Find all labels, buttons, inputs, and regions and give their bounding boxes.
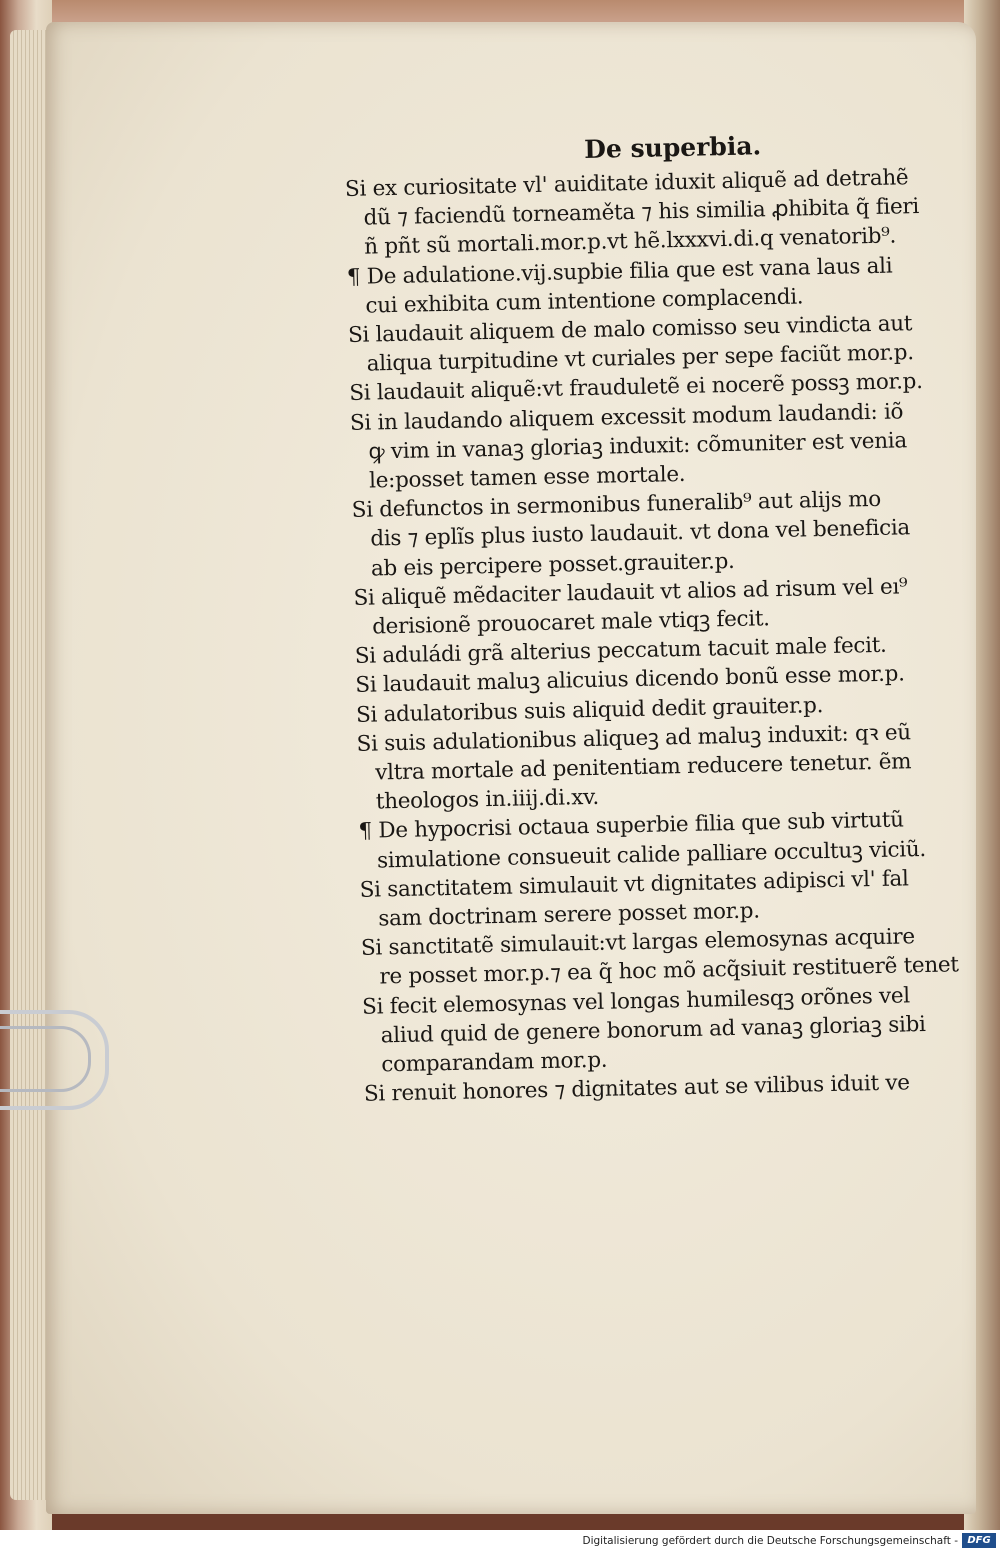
text-line: theologos in.iiij.di.xv. (375, 785, 600, 815)
text-line: Si aduládi grã alterius peccatum tacuit male fecit. (354, 633, 887, 670)
text-line: ꝙ vim in vanaꝫ gloriaꝫ induxit: cõmuniter est venia (368, 428, 908, 465)
footer-bar (0, 1530, 1000, 1552)
text-line: aliqua turpitudine vt curiales per sepe faciũt mor.p. (366, 340, 915, 377)
text-line: le:posset tamen esse mortale. (368, 461, 686, 494)
book-page (46, 22, 976, 1514)
text-line: Si laudauit aliquẽ:vt frauduletẽ ei nocerẽ possꝫ mor.p. (349, 369, 923, 407)
text-line: ab eis percipere posset.grauiter.p. (370, 548, 735, 582)
text-line: re posset mor.p.⁊ ea q̃ hoc mõ acq̃siuit restituerẽ tenet (379, 952, 959, 990)
text-line: Si adulatoribus suis aliquid dedit grauiter.p. (355, 692, 824, 728)
text-line: Si ex curiositate vl' auiditate iduxit aliquẽ ad detrahẽ (344, 165, 909, 202)
dfg-logo: DFG (962, 1533, 996, 1548)
text-line: dũ ⁊ faciendũ torneaměta ⁊ his similia ꝓhibita q̃ fieri (363, 194, 920, 231)
text-line: Si laudauit maluꝫ alicuius dicendo bonũ esse mor.p. (355, 661, 905, 699)
text-line: ñ pñt sũ mortali.mor.p.vt hẽ.lxxxvi.di.q venatorib⁹. (363, 223, 897, 261)
paper-clip-inner-loop (0, 1026, 91, 1092)
text-line: dis ⁊ eplĩs plus iusto laudauit. vt dona vel beneficia (370, 515, 911, 552)
text-line: ¶ De hypocrisi octaua superbie filia que sub virtutũ (358, 807, 904, 845)
text-lines (345, 161, 1000, 1109)
text-line: Si in laudando aliquem excessit modum laudandi: iõ (349, 398, 904, 436)
page-heading: De superbia. (583, 131, 762, 164)
text-line: sam doctrinam serere posset mor.p. (378, 898, 761, 932)
text-line: Si sanctitatem simulauit vt dignitates adipisci vl' fal (359, 866, 909, 903)
text-line: cui exhibita cum intentione complacendi. (365, 284, 804, 319)
text-line: simulatione consueuit calide palliare occultuꝫ viciũ. (376, 836, 927, 874)
text-line: aliud quid de genere bonorum ad vanaꝫ gloriaꝫ sibi (380, 1011, 926, 1049)
text-line: Si fecit elemosynas vel longas humilesqꝫ orõnes vel (361, 983, 911, 1020)
text-line: vltra mortale ad penitentiam reducere tenetur. ẽm (375, 749, 912, 786)
text-line: Si renuit honores ⁊ dignitates aut se vilibus iduit ve (363, 1070, 910, 1108)
text-line: comparandam mor.p. (381, 1047, 608, 1078)
funding-credit: Digitalisierung gefördert durch die Deutsche Forschungsgemeinschaft - (582, 1535, 958, 1547)
text-line: ¶ De adulatione.vij.supbie filia que est vana laus ali (346, 253, 893, 290)
text-block (344, 126, 1000, 1109)
text-line: Si defunctos in sermonibus funeralib⁹ aut alijs mo (351, 487, 882, 524)
text-line: derisionẽ prouocaret male vtiqꝫ fecit. (371, 606, 770, 640)
text-line: Si aliquẽ mẽdaciter laudauit vt alios ad risum vel eı⁹ (353, 574, 908, 611)
text-line: Si suis adulationibus aliqueꝫ ad maluꝫ induxit: qꝛ eũ (356, 720, 912, 757)
text-line: Si sanctitatẽ simulauit:vt largas elemosynas acquire (360, 924, 916, 962)
text-line: Si laudauit aliquem de malo comisso seu vindicta aut (347, 311, 913, 348)
